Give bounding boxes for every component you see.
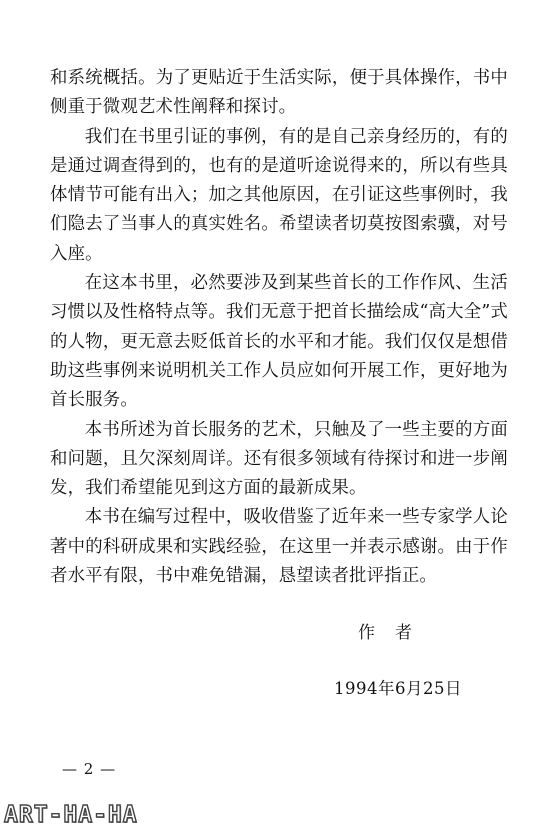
preface-body bbox=[50, 64, 508, 591]
page-number: — 2 — bbox=[62, 760, 117, 778]
paragraph-4: 本书所述为首长服务的艺术，只触及了一些主要的方面和问题，且欠深刻周详。还有很多领域有待探讨和进一步阐发，我们希望能见到这方面的最新成果。 bbox=[50, 419, 508, 499]
author-signature: 作者 bbox=[358, 623, 432, 643]
paragraph-2: 我们在书里引证的事例，有的是自己亲身经历的，有的是通过调查得到的，也有的是道听途说得来的，所以有些具体情节可能有出入；加之其他原因，在引证这些事例时，我们隐去了当事人的真实姓名。希望读者切莫按图索骥，对号入座。 bbox=[50, 126, 508, 264]
paragraph-3: 在这本书里，必然要涉及到某些首长的工作作风、生活习惯以及性格特点等。我们无意于把首长描绘成“高大全”式的人物，更无意去贬低首长的水平和才能。我们仅仅是想借助这些事例来说明机关工作人员应如何开展工作，更好地为首长服务。 bbox=[50, 273, 508, 411]
preface-date: 1994年6月25日 bbox=[334, 679, 462, 698]
watermark-logo: ART-HA-HA bbox=[4, 802, 138, 828]
paragraph-5: 本书在编写过程中，吸收借鉴了近年来一些专家学人论著中的科研成果和实践经验，在这里一并表示感谢。由于作者水平有限，书中难免错漏，恳望读者批评指正。 bbox=[50, 507, 508, 587]
paragraph-1: 和系统概括。为了更贴近于生活实际，便于具体操作，书中侧重于微观艺术性阐释和探讨。 bbox=[50, 68, 508, 118]
